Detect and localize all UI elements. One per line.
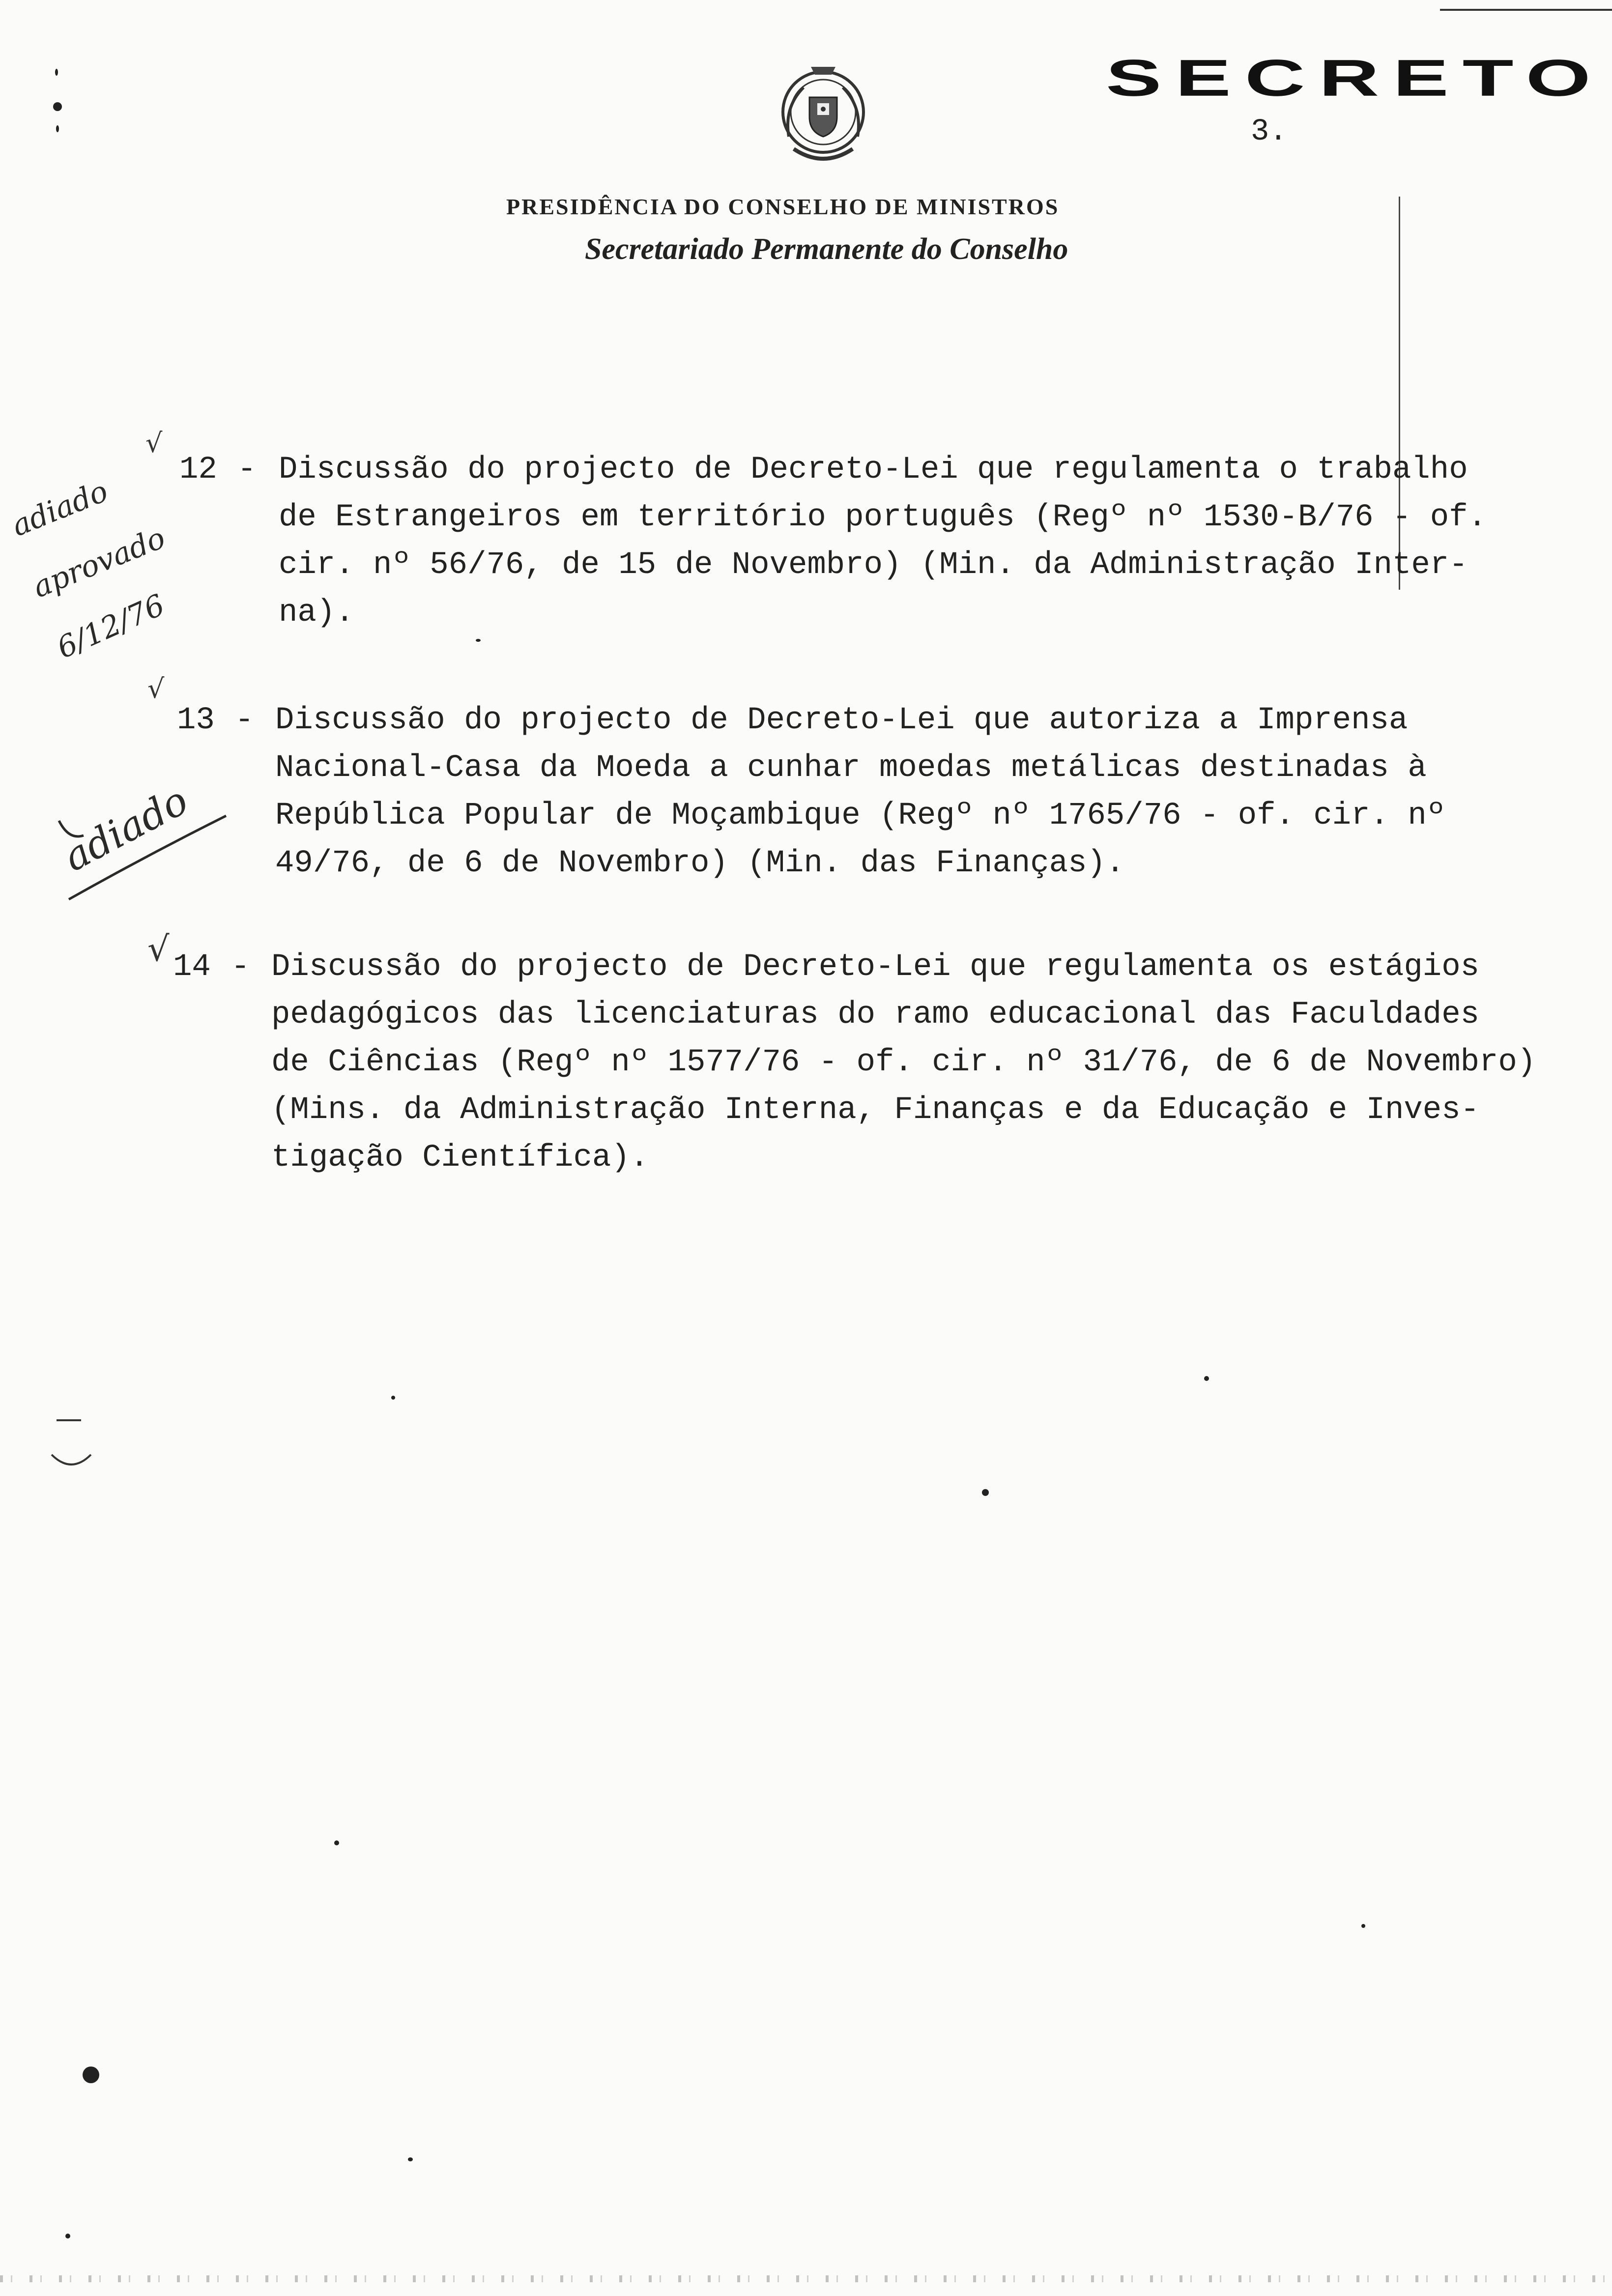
handwritten-annotation: adiado <box>7 474 113 544</box>
underline-stroke <box>49 786 236 914</box>
scan-edge-noise <box>0 2275 1612 2282</box>
department-subheading: Secretariado Permanente do Conselho <box>585 232 1068 266</box>
item-text-line: 49/76, de 6 de Novembro) (Min. das Finanças). <box>275 846 1125 881</box>
agenda-item-12 <box>179 452 1555 649</box>
page-number: 3. <box>1251 114 1288 149</box>
organization-heading: PRESIDÊNCIA DO CONSELHO DE MINISTROS <box>506 194 1060 219</box>
scan-speck <box>334 1840 339 1845</box>
scan-speck <box>1204 1376 1209 1381</box>
item-text-line: pedagógicos das licenciaturas do ramo educacional das Faculdades <box>271 997 1479 1033</box>
item-dash: - <box>237 452 257 488</box>
item-text-line: (Mins. da Administração Interna, Finanças e da Educação e Inves- <box>271 1092 1479 1128</box>
check-mark-icon: √ <box>147 929 170 969</box>
agenda-item-14 <box>173 949 1598 1195</box>
item-text-line: Discussão do projecto de Decreto-Lei que autoriza a Imprensa <box>275 703 1408 738</box>
item-text-line: na). <box>279 595 354 631</box>
item-number: 13 <box>177 703 215 738</box>
scan-speck <box>408 2157 413 2161</box>
item-text-line: Discussão do projecto de Decreto-Lei que regulamenta os estágios <box>271 949 1479 985</box>
agenda-item-13 <box>177 703 1553 899</box>
check-mark-icon: √ <box>145 428 163 459</box>
handwritten-annotation: 6/12/76 <box>52 587 170 666</box>
item-number: 12 <box>179 452 217 488</box>
item-number: 14 <box>173 949 211 985</box>
scan-speck <box>391 1396 395 1400</box>
item-text-line: República Popular de Moçambique (Regº nº 1765/76 - of. cir. nº <box>275 798 1446 833</box>
item-dash: - <box>235 703 254 738</box>
scan-speck <box>55 69 58 76</box>
handwritten-annotation: aprovado <box>28 520 170 605</box>
item-text-line: tigação Científica). <box>271 1140 649 1176</box>
item-text-line: de Ciências (Regº nº 1577/76 - of. cir. nº 31/76, de 6 de Novembro) <box>271 1045 1536 1080</box>
scan-speck <box>476 639 481 642</box>
check-mark-icon: √ <box>147 673 165 704</box>
scan-mark <box>47 1415 106 1474</box>
scan-speck <box>982 1489 989 1496</box>
scan-speck <box>1361 1924 1365 1928</box>
scan-speck <box>56 125 59 132</box>
item-text-line: Discussão do projecto de Decreto-Lei que regulamenta o trabalho <box>279 452 1468 488</box>
scan-speck <box>65 2234 70 2239</box>
item-text-line: de Estrangeiros em território português (Regº nº 1530-B/76 - of. <box>279 500 1487 535</box>
scan-speck <box>83 2066 99 2083</box>
item-text-line: cir. nº 56/76, de 15 de Novembro) (Min. da Administração Inter- <box>279 547 1468 583</box>
item-text-line: Nacional-Casa da Moeda a cunhar moedas metálicas destinadas à <box>275 750 1427 786</box>
coat-of-arms-emblem <box>764 58 882 176</box>
scan-speck <box>53 102 62 111</box>
top-rule <box>1440 9 1612 11</box>
handwritten-annotation: adiado <box>56 777 196 881</box>
item-dash: - <box>231 949 250 985</box>
classification-stamp: SECRETO <box>1106 49 1605 107</box>
